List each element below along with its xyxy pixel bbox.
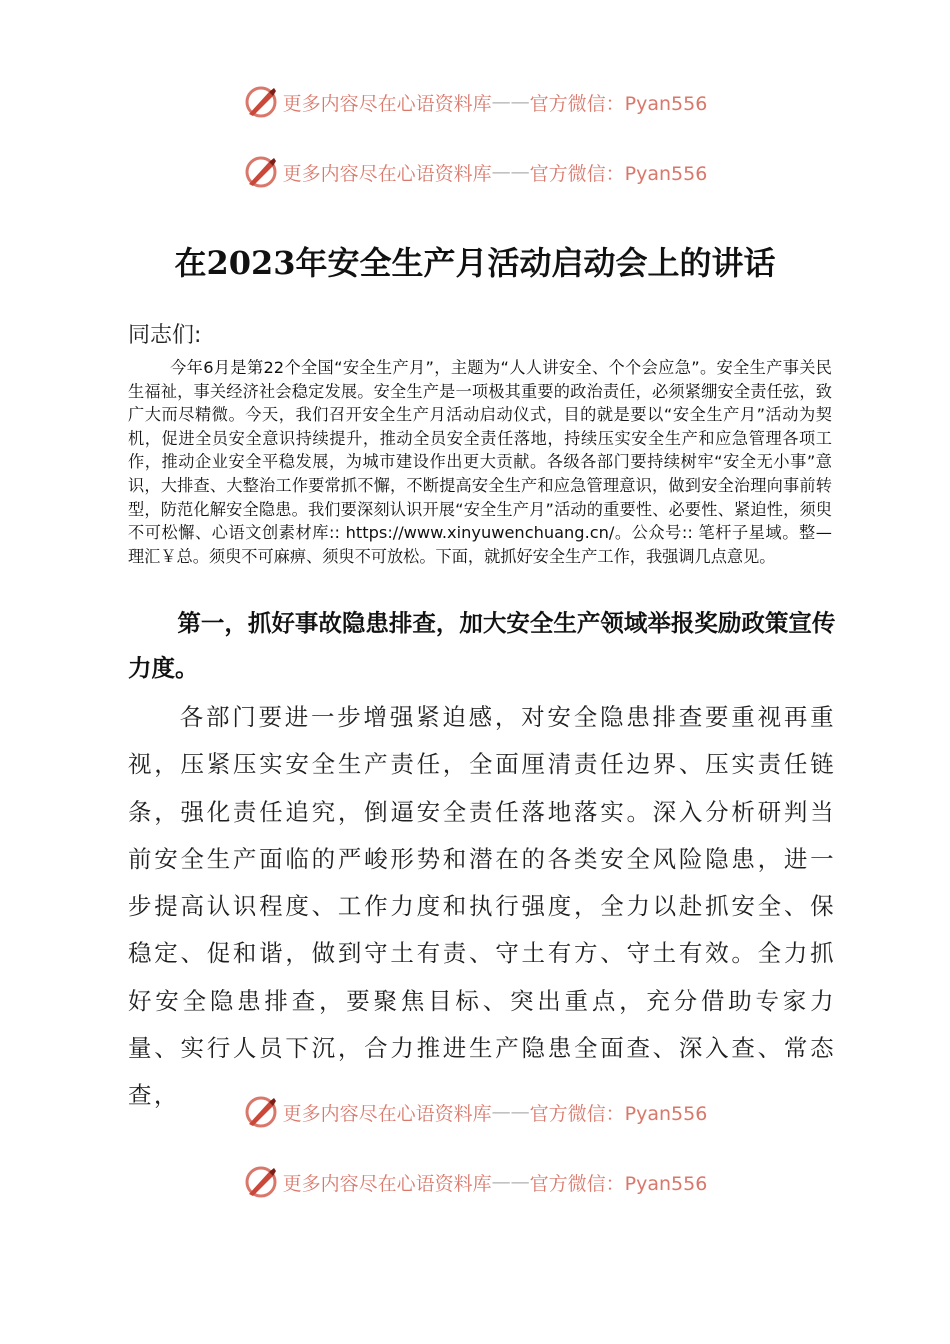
watermark-wechat: 官方微信：Pyan556 [529,162,708,185]
document-title: 在2023年安全生产月活动启动会上的讲话 [174,244,776,282]
watermark-dash: —— [491,1171,530,1193]
pen-logo-icon [243,1164,279,1200]
watermark-text: 更多内容尽在心语资料库 [282,1102,492,1125]
watermark-dash: —— [491,1101,530,1123]
greeting: 同志们: [128,323,202,348]
pen-logo-icon [243,84,279,120]
intro-paragraph: 今年6月是第22个全国“安全生产月”，主题为“人人讲安全、个个会应急”。安全生产事关民生福祉，事关经济社会稳定发展。安全生产是一项极其重要的政治责任，必须紧绷安全责任弦，致广大而尽精微。今天，我们召开安全生产月活动启动仪式，目的就是要以“安全生产月”活动为契机，促进全员安全意识持续提升，推动全员安全责任落地，持续压实安全生产和应急管理各项工作，推动企业安全平稳发展，为城市建设作出更大贡献。各级各部门要持续树牢“安全无小事”意识，大排查、大整治工作要常抓不懈，不断提高安全生产和应急管理意识，做到安全治理向事前转型，防范化解安全隐患。我们要深刻认识开展“安全生产月”活动的重要性、必要性、紧迫性，须臾不可松懈、心语文创素材库:: https://www.xinyuwenchuang.cn/。公众号:: 笔杆子星域。整—理汇￥总。须臾不可麻痹、须臾不可放松。下面，就抓好安全生产工作，我强调几点意见。 [128,358,832,566]
section-heading: 第一，抓好事故隐患排查，加大安全生产领域举报奖励政策宣传力度。 [128,609,836,682]
watermark-banner-bottom-2 [0,1162,950,1202]
watermark-text: 更多内容尽在心语资料库 [282,92,492,115]
watermark-banner-bottom-1 [0,1092,950,1132]
watermark-banner-top-1 [0,82,950,122]
pen-logo-icon [243,1094,279,1130]
watermark-wechat: 官方微信：Pyan556 [529,1172,708,1195]
watermark-dash: —— [491,161,530,183]
watermark-wechat: 官方微信：Pyan556 [529,1102,708,1125]
watermark-wechat: 官方微信：Pyan556 [529,92,708,115]
body-paragraph: 各部门要进一步增强紧迫感，对安全隐患排查要重视再重视，压紧压实安全生产责任，全面厘清责任边界、压实责任链条，强化责任追究，倒逼安全责任落地落实。深入分析研判当前安全生产面临的严峻形势和潜在的各类安全风险隐患，进一步提高认识程度、工作力度和执行强度，全力以赴抓安全、保稳定、促和谐，做到守土有责、守土有方、守土有效。全力抓好安全隐患排查，要聚焦目标、突出重点，充分借助专家力量、实行人员下沉，合力推进生产隐患全面查、深入查、常态查， [128,703,836,1110]
watermark-dash: —— [491,91,530,113]
watermark-banner-top-2 [0,152,950,192]
watermark-text: 更多内容尽在心语资料库 [282,162,492,185]
pen-logo-icon [243,154,279,190]
watermark-text: 更多内容尽在心语资料库 [282,1172,492,1195]
